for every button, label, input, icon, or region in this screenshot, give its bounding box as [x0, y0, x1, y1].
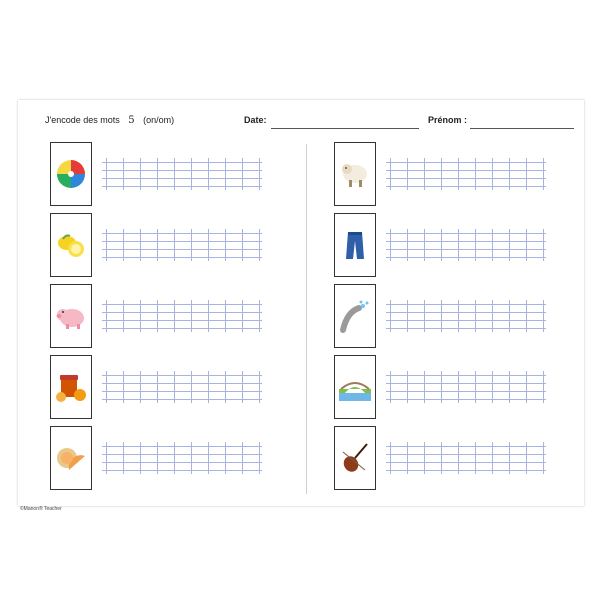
letter-box-divider — [259, 442, 260, 474]
melon-icon — [53, 440, 89, 476]
letter-box-divider — [509, 442, 510, 474]
letter-box-divider — [458, 371, 459, 403]
pig-icon — [53, 298, 89, 334]
letter-box-divider — [174, 158, 175, 190]
letter-box-divider — [140, 158, 141, 190]
letter-box-divider — [106, 371, 107, 403]
ruling-line — [102, 462, 262, 463]
ruling-line — [386, 241, 546, 242]
ruling-line — [102, 162, 262, 163]
letter-box-divider — [526, 229, 527, 261]
letter-box-divider — [157, 371, 158, 403]
letter-box-divider — [242, 229, 243, 261]
letter-box-divider — [407, 158, 408, 190]
violin-icon — [337, 440, 373, 476]
letter-box-divider — [208, 442, 209, 474]
picture-card — [334, 284, 376, 348]
jam-jar-icon — [53, 369, 89, 405]
writing-lines[interactable] — [386, 233, 546, 257]
picture-card — [50, 426, 92, 490]
letter-box-divider — [492, 158, 493, 190]
letter-box-divider — [390, 442, 391, 474]
writing-lines[interactable] — [386, 446, 546, 470]
writing-lines[interactable] — [386, 162, 546, 186]
bridge-icon — [337, 369, 373, 405]
letter-box-divider — [123, 371, 124, 403]
letter-box-divider — [140, 442, 141, 474]
ruling-line — [386, 162, 546, 163]
letter-box-divider — [157, 300, 158, 332]
ruling-line — [386, 462, 546, 463]
letter-box-divider — [208, 371, 209, 403]
letter-box-divider — [174, 442, 175, 474]
ruling-line — [102, 178, 262, 179]
ruling-line — [102, 328, 262, 329]
name-field[interactable] — [470, 128, 574, 129]
writing-lines[interactable] — [102, 446, 262, 470]
letter-box-divider — [106, 229, 107, 261]
letter-box-divider — [242, 300, 243, 332]
ruling-line — [386, 249, 546, 250]
ruling-line — [386, 391, 546, 392]
date-label: Date: — [244, 115, 267, 125]
letter-box-divider — [458, 158, 459, 190]
letter-box-divider — [225, 371, 226, 403]
letter-box-divider — [509, 158, 510, 190]
letter-box-divider — [259, 300, 260, 332]
letter-box-divider — [475, 158, 476, 190]
picture-card — [50, 355, 92, 419]
letter-box-divider — [191, 442, 192, 474]
letter-box-divider — [208, 229, 209, 261]
letter-box-divider — [106, 158, 107, 190]
letter-box-divider — [174, 229, 175, 261]
letter-box-divider — [526, 300, 527, 332]
ruling-line — [102, 320, 262, 321]
letter-box-divider — [225, 229, 226, 261]
writing-lines[interactable] — [102, 375, 262, 399]
letter-box-divider — [390, 158, 391, 190]
writing-lines[interactable] — [386, 304, 546, 328]
letter-box-divider — [475, 442, 476, 474]
letter-box-divider — [259, 371, 260, 403]
ruling-line — [102, 241, 262, 242]
picture-card — [50, 284, 92, 348]
letter-box-divider — [441, 442, 442, 474]
picture-card — [334, 355, 376, 419]
letter-box-divider — [242, 158, 243, 190]
ruling-line — [386, 399, 546, 400]
letter-box-divider — [424, 229, 425, 261]
letter-box-divider — [123, 300, 124, 332]
copyright-text: ©Manon® Teacher — [20, 506, 62, 512]
ruling-line — [386, 233, 546, 234]
ruling-line — [386, 304, 546, 305]
lemons-icon — [53, 227, 89, 263]
column-divider — [306, 144, 307, 494]
letter-box-divider — [543, 442, 544, 474]
letter-box-divider — [407, 300, 408, 332]
writing-lines[interactable] — [386, 375, 546, 399]
picture-card — [50, 213, 92, 277]
letter-box-divider — [191, 300, 192, 332]
letter-box-divider — [543, 371, 544, 403]
letter-box-divider — [458, 300, 459, 332]
ruling-line — [102, 186, 262, 187]
letter-box-divider — [407, 371, 408, 403]
letter-box-divider — [475, 229, 476, 261]
letter-box-divider — [441, 300, 442, 332]
letter-box-divider — [191, 229, 192, 261]
ruling-line — [386, 470, 546, 471]
letter-box-divider — [492, 300, 493, 332]
picture-card — [334, 213, 376, 277]
letter-box-divider — [475, 371, 476, 403]
sheep-icon — [337, 156, 373, 192]
letter-box-divider — [543, 300, 544, 332]
worksheet — [18, 100, 584, 512]
name-label: Prénom : — [428, 115, 468, 125]
letter-box-divider — [492, 442, 493, 474]
ruling-line — [102, 233, 262, 234]
letter-box-divider — [259, 229, 260, 261]
letter-box-divider — [509, 229, 510, 261]
ruling-line — [386, 170, 546, 171]
letter-box-divider — [543, 158, 544, 190]
writing-lines[interactable] — [102, 162, 262, 186]
letter-box-divider — [407, 442, 408, 474]
letter-box-divider — [225, 300, 226, 332]
ruling-line — [102, 399, 262, 400]
ruling-line — [102, 304, 262, 305]
letter-box-divider — [259, 158, 260, 190]
letter-box-divider — [390, 300, 391, 332]
letter-box-divider — [157, 158, 158, 190]
ruling-line — [386, 312, 546, 313]
letter-box-divider — [424, 300, 425, 332]
ruling-line — [102, 170, 262, 171]
worksheet-title — [45, 115, 174, 126]
letter-box-divider — [106, 300, 107, 332]
ruling-line — [386, 454, 546, 455]
fountain-icon — [337, 298, 373, 334]
ruling-line — [102, 375, 262, 376]
letter-box-divider — [441, 158, 442, 190]
letter-box-divider — [424, 371, 425, 403]
letter-box-divider — [140, 229, 141, 261]
letter-box-divider — [208, 300, 209, 332]
letter-box-divider — [242, 371, 243, 403]
letter-box-divider — [140, 371, 141, 403]
ruling-line — [102, 470, 262, 471]
letter-box-divider — [458, 442, 459, 474]
ruling-line — [102, 312, 262, 313]
letter-box-divider — [157, 229, 158, 261]
ruling-line — [386, 178, 546, 179]
title-subtitle: (on/om) — [143, 115, 175, 125]
ruling-line — [386, 375, 546, 376]
beach-ball-icon — [53, 156, 89, 192]
picture-card — [334, 426, 376, 490]
letter-box-divider — [123, 442, 124, 474]
title-text: J'encode des mots — [45, 115, 120, 125]
ruling-line — [386, 328, 546, 329]
letter-box-divider — [441, 229, 442, 261]
letter-box-divider — [157, 442, 158, 474]
letter-box-divider — [106, 442, 107, 474]
letter-box-divider — [424, 442, 425, 474]
letter-box-divider — [526, 371, 527, 403]
letter-box-divider — [174, 300, 175, 332]
picture-card — [334, 142, 376, 206]
letter-box-divider — [225, 158, 226, 190]
date-field[interactable] — [271, 128, 419, 129]
picture-card — [50, 142, 92, 206]
letter-box-divider — [208, 158, 209, 190]
letter-box-divider — [242, 442, 243, 474]
ruling-line — [102, 391, 262, 392]
pants-icon — [337, 227, 373, 263]
letter-box-divider — [390, 371, 391, 403]
letter-box-divider — [140, 300, 141, 332]
letter-box-divider — [407, 229, 408, 261]
letter-box-divider — [509, 371, 510, 403]
letter-box-divider — [475, 300, 476, 332]
ruling-line — [386, 320, 546, 321]
ruling-line — [386, 186, 546, 187]
writing-lines[interactable] — [102, 304, 262, 328]
letter-box-divider — [509, 300, 510, 332]
letter-box-divider — [441, 371, 442, 403]
letter-box-divider — [526, 442, 527, 474]
letter-box-divider — [191, 371, 192, 403]
ruling-line — [102, 446, 262, 447]
ruling-line — [102, 249, 262, 250]
letter-box-divider — [191, 158, 192, 190]
writing-lines[interactable] — [102, 233, 262, 257]
letter-box-divider — [458, 229, 459, 261]
letter-box-divider — [123, 158, 124, 190]
letter-box-divider — [225, 442, 226, 474]
letter-box-divider — [390, 229, 391, 261]
ruling-line — [386, 446, 546, 447]
ruling-line — [102, 383, 262, 384]
letter-box-divider — [526, 158, 527, 190]
letter-box-divider — [492, 371, 493, 403]
letter-box-divider — [543, 229, 544, 261]
letter-box-divider — [424, 158, 425, 190]
ruling-line — [386, 383, 546, 384]
title-number: 5 — [128, 115, 135, 126]
letter-box-divider — [123, 229, 124, 261]
ruling-line — [102, 454, 262, 455]
letter-box-divider — [174, 371, 175, 403]
ruling-line — [386, 257, 546, 258]
letter-box-divider — [492, 229, 493, 261]
ruling-line — [102, 257, 262, 258]
